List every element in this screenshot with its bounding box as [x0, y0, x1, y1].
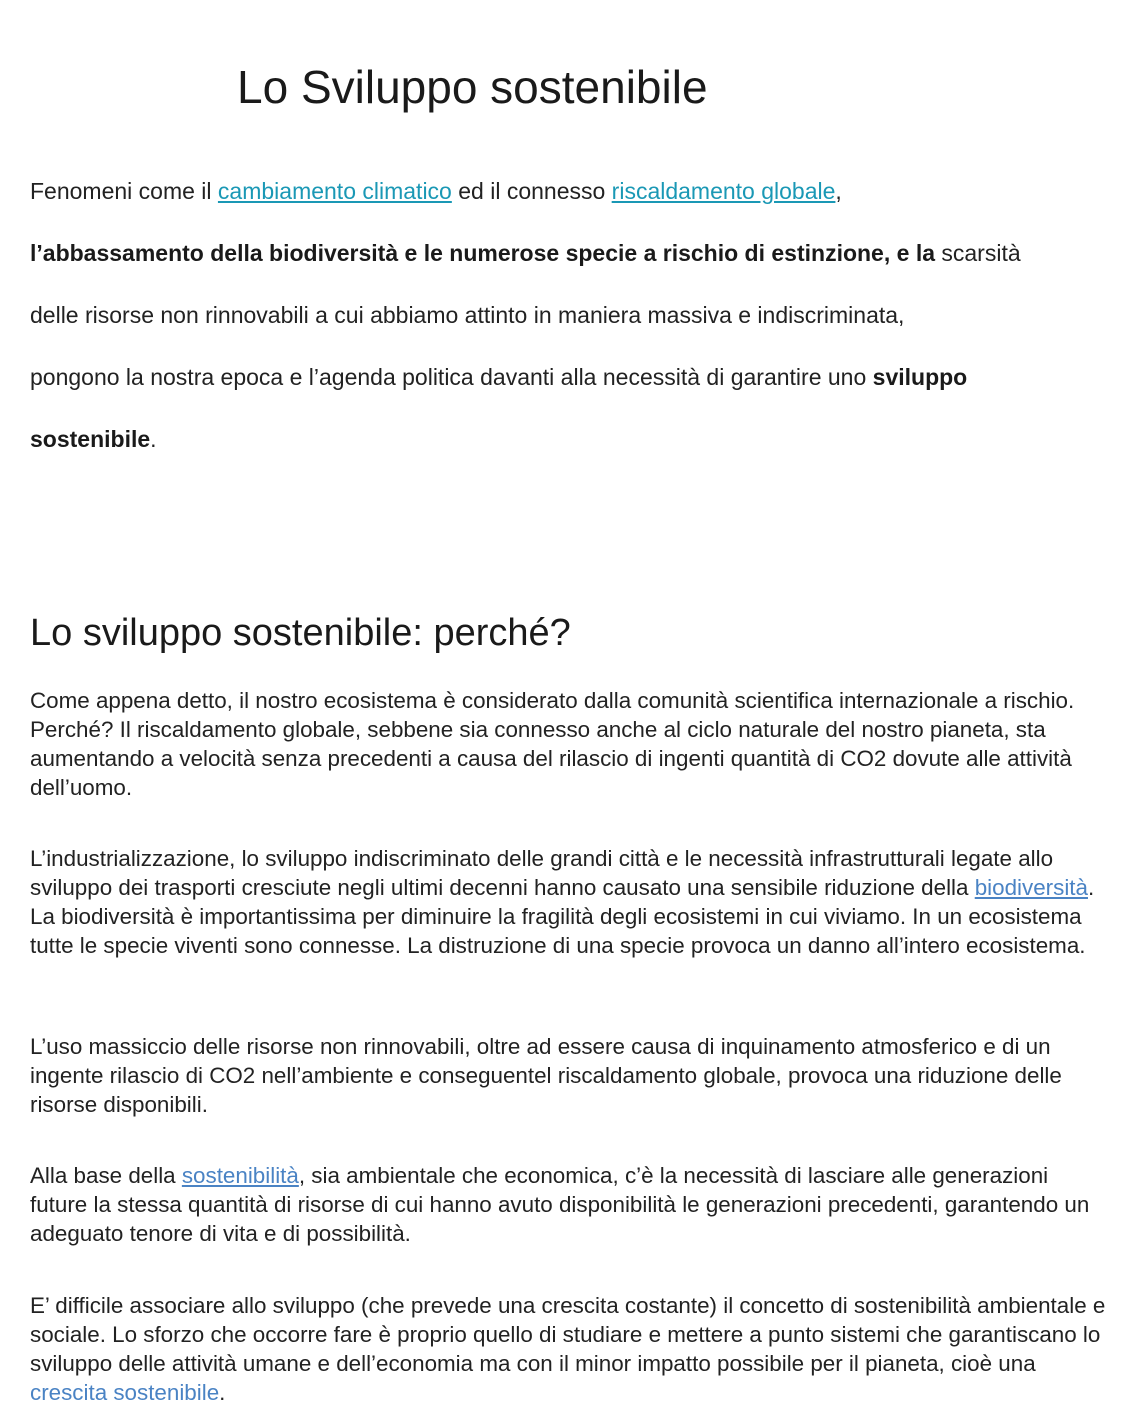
- intro-text: Fenomeni come il: [30, 178, 218, 204]
- intro-line-1: [30, 173, 1120, 235]
- paragraph-text: L’industrializzazione, lo sviluppo indiscriminato delle grandi città e le necessità infrastrutturali legate allo sviluppo dei trasporti cresciute negli ultimi decenni hanno causato una sensibile riduzione della: [30, 846, 1054, 900]
- paragraph-text: E’ difficile associare allo sviluppo (che prevede una crescita costante) il concetto di sostenibilità ambientale e sociale. Lo sforzo che occorre fare è proprio quello di studiare e mettere a punto sistemi che garantiscano lo sviluppo delle attività umane e dell’economia ma con il minor impatto possibile per il pianeta, cioè una: [30, 1293, 1106, 1376]
- paragraph-text: , sia ambientale che economica, c’è la necessità di lasciare alle generazioni future la stessa quantità di risorse di cui hanno avuto disponibilità le generazioni precedenti, garantendo un adeguato tenore di vita e di possibilità.: [30, 1163, 1090, 1246]
- link-biodiversita[interactable]: biodiversità: [974, 875, 1088, 900]
- link-sostenibilita[interactable]: sostenibilità: [181, 1163, 299, 1188]
- paragraph-text: . La biodiversità è importantissima per diminuire la fragilità degli ecosistemi in cui viviamo. In un ecosistema tutte le specie viventi sono connesse. La distruzione di una specie provoca un danno all’intero ecosistema.: [30, 875, 1095, 958]
- link-crescita-sostenibile[interactable]: crescita sostenibile: [30, 1380, 220, 1405]
- intro-line-2: [30, 235, 1120, 297]
- intro-paragraph: [30, 173, 1120, 483]
- intro-bold-text: sviluppo: [872, 364, 968, 390]
- intro-text: ed il connesso: [451, 178, 612, 204]
- intro-line-3: delle risorse non rinnovabili a cui abbiamo attinto in maniera massiva e indiscriminata,: [30, 302, 905, 328]
- paragraph-risorse: L’uso massiccio delle risorse non rinnovabili, oltre ad essere causa di inquinamento atmosferico e di un ingente rilascio di CO2 nell’ambiente e conseguentel riscaldamento globale, provoca una riduzione delle risorse disponibili.: [30, 1034, 1062, 1117]
- paragraph-ecosistema: Come appena detto, il nostro ecosistema è considerato dalla comunità scientifica internazionale a rischio. Perché? Il riscaldamento globale, sebbene sia connesso anche al ciclo naturale del nostro pianeta, sta aumentando a velocità senza precedenti a causa del rilascio di ingenti quantità di CO2 dovute alle attività dell’uomo.: [30, 688, 1075, 800]
- intro-bold-text: l’abbassamento della biodiversità e le numerose specie a rischio di estinzione, e la: [30, 240, 935, 266]
- paragraph-text: .: [219, 1380, 226, 1405]
- page-title: Lo Sviluppo sostenibile: [237, 61, 708, 113]
- paragraph-industrializzazione: [30, 844, 1110, 960]
- section-heading: Lo sviluppo sostenibile: perché?: [30, 612, 571, 654]
- link-cambiamento-climatico[interactable]: cambiamento climatico: [217, 178, 452, 204]
- paragraph-sostenibilita: [30, 1161, 1110, 1248]
- paragraph-crescita: [30, 1291, 1110, 1407]
- intro-text: ,: [835, 178, 842, 204]
- intro-text: scarsità: [935, 240, 1021, 266]
- intro-line-5: [30, 421, 1120, 483]
- intro-bold-text: sostenibile: [30, 426, 151, 452]
- intro-line-4: [30, 359, 1120, 421]
- intro-text: .: [150, 426, 157, 452]
- link-riscaldamento-globale[interactable]: riscaldamento globale: [611, 178, 836, 204]
- paragraph-text: Alla base della: [30, 1163, 182, 1188]
- intro-text: pongono la nostra epoca e l’agenda politica davanti alla necessità di garantire uno: [30, 364, 873, 390]
